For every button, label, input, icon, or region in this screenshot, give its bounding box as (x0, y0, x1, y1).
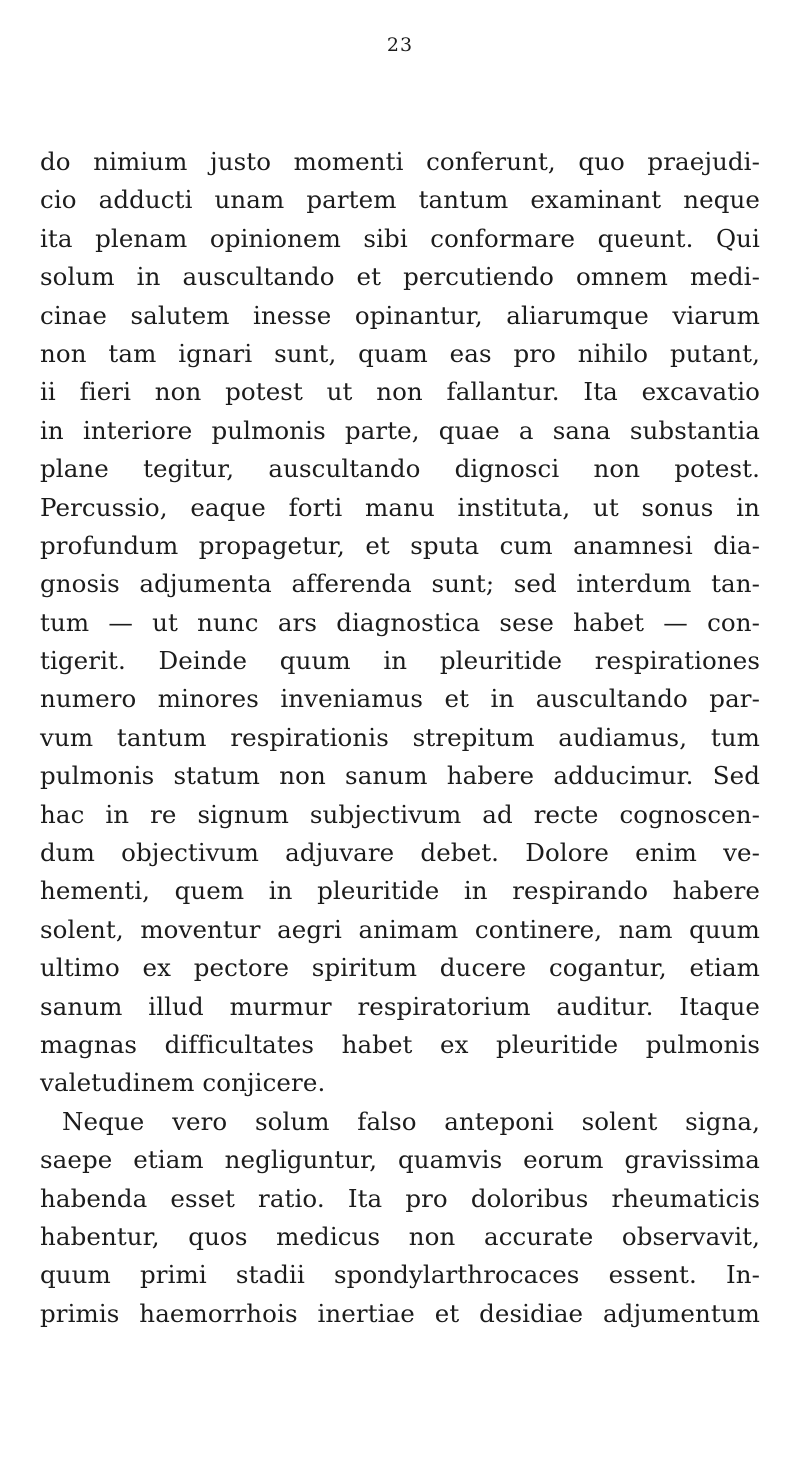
text-line: magnas difficultates habet ex pleuritide pulmonis (40, 1029, 760, 1059)
page-number: 23 (386, 34, 414, 56)
text-line: solent, moventur aegri animam continere, nam quum (40, 914, 760, 944)
text-line: vum tantum respirationis strepitum audiamus, tum (40, 722, 760, 752)
text-line: Neque vero solum falso anteponi solent signa, (62, 1106, 760, 1136)
text-line: pulmonis statum non sanum habere adducimur. Sed (40, 761, 760, 791)
text-line: saepe etiam negliguntur, quamvis eorum gravissima (40, 1145, 760, 1175)
text-line: hac in re signum subjectivum ad recte cognoscen- (40, 799, 760, 829)
text-line: profundum propagetur, et sputa cum anamnesi dia- (40, 530, 760, 560)
text-line: hementi, quem in pleuritide in respirando habere (40, 876, 760, 906)
text-line: quum primi stadii spondylarthrocaces essent. In- (40, 1260, 760, 1290)
text-line: Percussio, eaque forti manu instituta, ut sonus in (40, 492, 760, 522)
text-line: cio adducti unam partem tantum examinant neque (40, 185, 760, 215)
text-line: habentur, quos medicus non accurate observavit, (40, 1221, 760, 1251)
text-line: plane tegitur, auscultando dignosci non potest. (40, 454, 760, 484)
text-line: non tam ignari sunt, quam eas pro nihilo putant, (40, 338, 760, 368)
text-line: gnosis adjumenta afferenda sunt; sed interdum tan- (40, 569, 760, 599)
text-line: valetudinem conjicere. (40, 1068, 326, 1098)
text-line: tigerit. Deinde quum in pleuritide respirationes (40, 646, 760, 676)
text-line: numero minores inveniamus et in auscultando par- (40, 684, 760, 714)
text-line: do nimium justo momenti conferunt, quo praejudi- (40, 147, 760, 176)
text-line: solum in auscultando et percutiendo omnem medi- (40, 262, 760, 292)
text-line: tum — ut nunc ars diagnostica sese habet — con- (40, 607, 760, 637)
body-text (40, 143, 760, 1333)
text-line: ultimo ex pectore spiritum ducere cogantur, etiam (40, 953, 760, 983)
text-line: sanum illud murmur respiratorium auditur. Itaque (40, 991, 760, 1021)
text-line: dum objectivum adjuvare debet. Dolore enim ve- (40, 838, 760, 868)
text-line: cinae salutem inesse opinantur, aliarumque viarum (40, 300, 760, 330)
text-line: ii fieri non potest ut non fallantur. Ita excavatio (40, 377, 760, 407)
text-line: in interiore pulmonis parte, quae a sana substantia (40, 415, 760, 445)
text-line: habenda esset ratio. Ita pro doloribus rheumaticis (40, 1183, 760, 1213)
text-line: primis haemorrhois inertiae et desidiae adjumentum (40, 1298, 760, 1328)
text-line: ita plenam opinionem sibi conformare queunt. Qui (40, 223, 760, 253)
